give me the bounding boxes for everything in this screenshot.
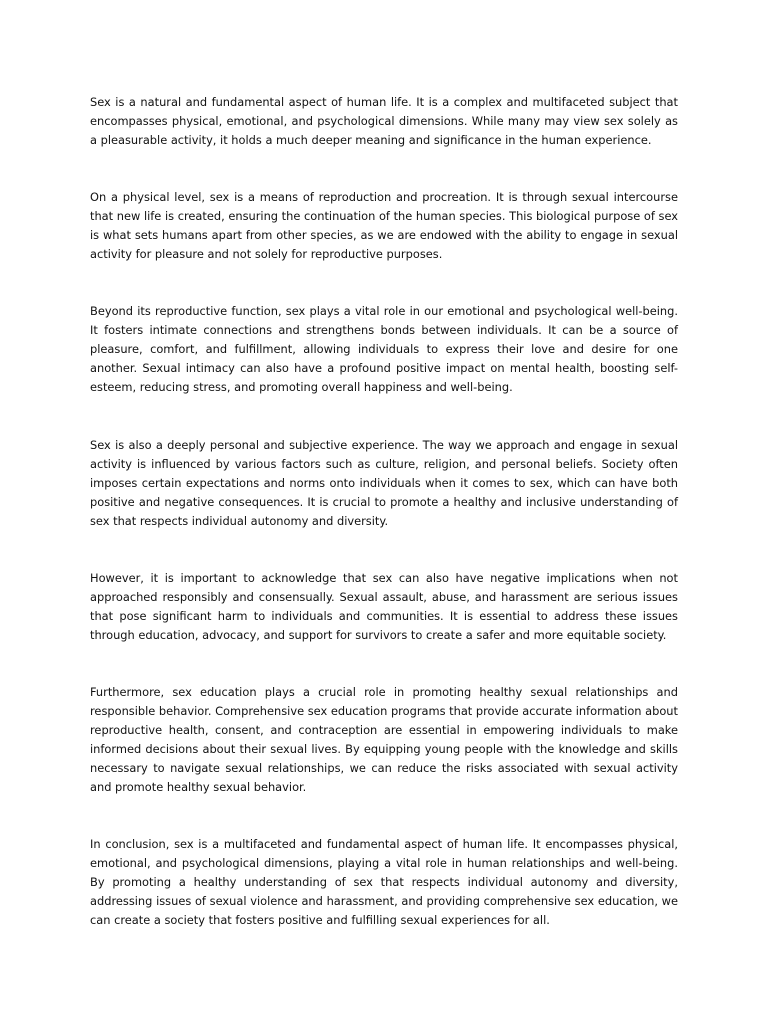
paragraph-sex-education: Furthermore, sex education plays a crucial role in promoting healthy sexual relationships and responsible behavior. Comprehensive sex education programs that provide accurate information about reproductive health, consent, and contraception are essential in empowering individuals to make informed decisions about their sexual lives. By equipping young people with the knowledge and skills necessary to navigate sexual relationships, we can reduce the risks associated with sexual activity and promote healthy sexual behavior. [90,685,678,794]
paragraph-emotional-wellbeing: Beyond its reproductive function, sex plays a vital role in our emotional and psychological well-being. It fosters intimate connections and strengthens bonds between individuals. It can be a source of pleasure, comfort, and fulfillment, allowing individuals to express their love and desire for one another. Sexual intimacy can also have a profound positive impact on mental health, boosting self-esteem, reducing stress, and promoting overall happiness and well-being. [90,304,678,394]
paragraph-introduction: Sex is a natural and fundamental aspect of human life. It is a complex and multifaceted subject that encompasses physical, emotional, and psychological dimensions. While many may view sex solely as a pleasurable activity, it holds a much deeper meaning and significance in the human experience. [90,95,678,147]
paragraph-conclusion: In conclusion, sex is a multifaceted and fundamental aspect of human life. It encompasses physical, emotional, and psychological dimensions, playing a vital role in human relationships and well-being. By promoting a healthy understanding of sex that respects individual autonomy and diversity, addressing issues of sexual violence and harassment, and providing comprehensive sex education, we can create a society that fosters positive and fulfilling sexual experiences for all. [90,837,678,927]
paragraph-negative-implications: However, it is important to acknowledge that sex can also have negative implications when not approached responsibly and consensually. Sexual assault, abuse, and harassment are serious issues that pose significant harm to individuals and communities. It is essential to address these issues through education, advocacy, and support for survivors to create a safer and more equitable society. [90,571,678,642]
paragraph-personal-experience: Sex is also a deeply personal and subjective experience. The way we approach and engage in sexual activity is influenced by various factors such as culture, religion, and personal beliefs. Society often imposes certain expectations and norms onto individuals when it comes to sex, which can have both positive and negative consequences. It is crucial to promote a healthy and inclusive understanding of sex that respects individual autonomy and diversity. [90,438,678,528]
paragraph-physical-level: On a physical level, sex is a means of reproduction and procreation. It is through sexual intercourse that new life is created, ensuring the continuation of the human species. This biological purpose of sex is what sets humans apart from other species, as we are endowed with the ability to engage in sexual activity for pleasure and not solely for reproductive purposes. [90,190,678,261]
